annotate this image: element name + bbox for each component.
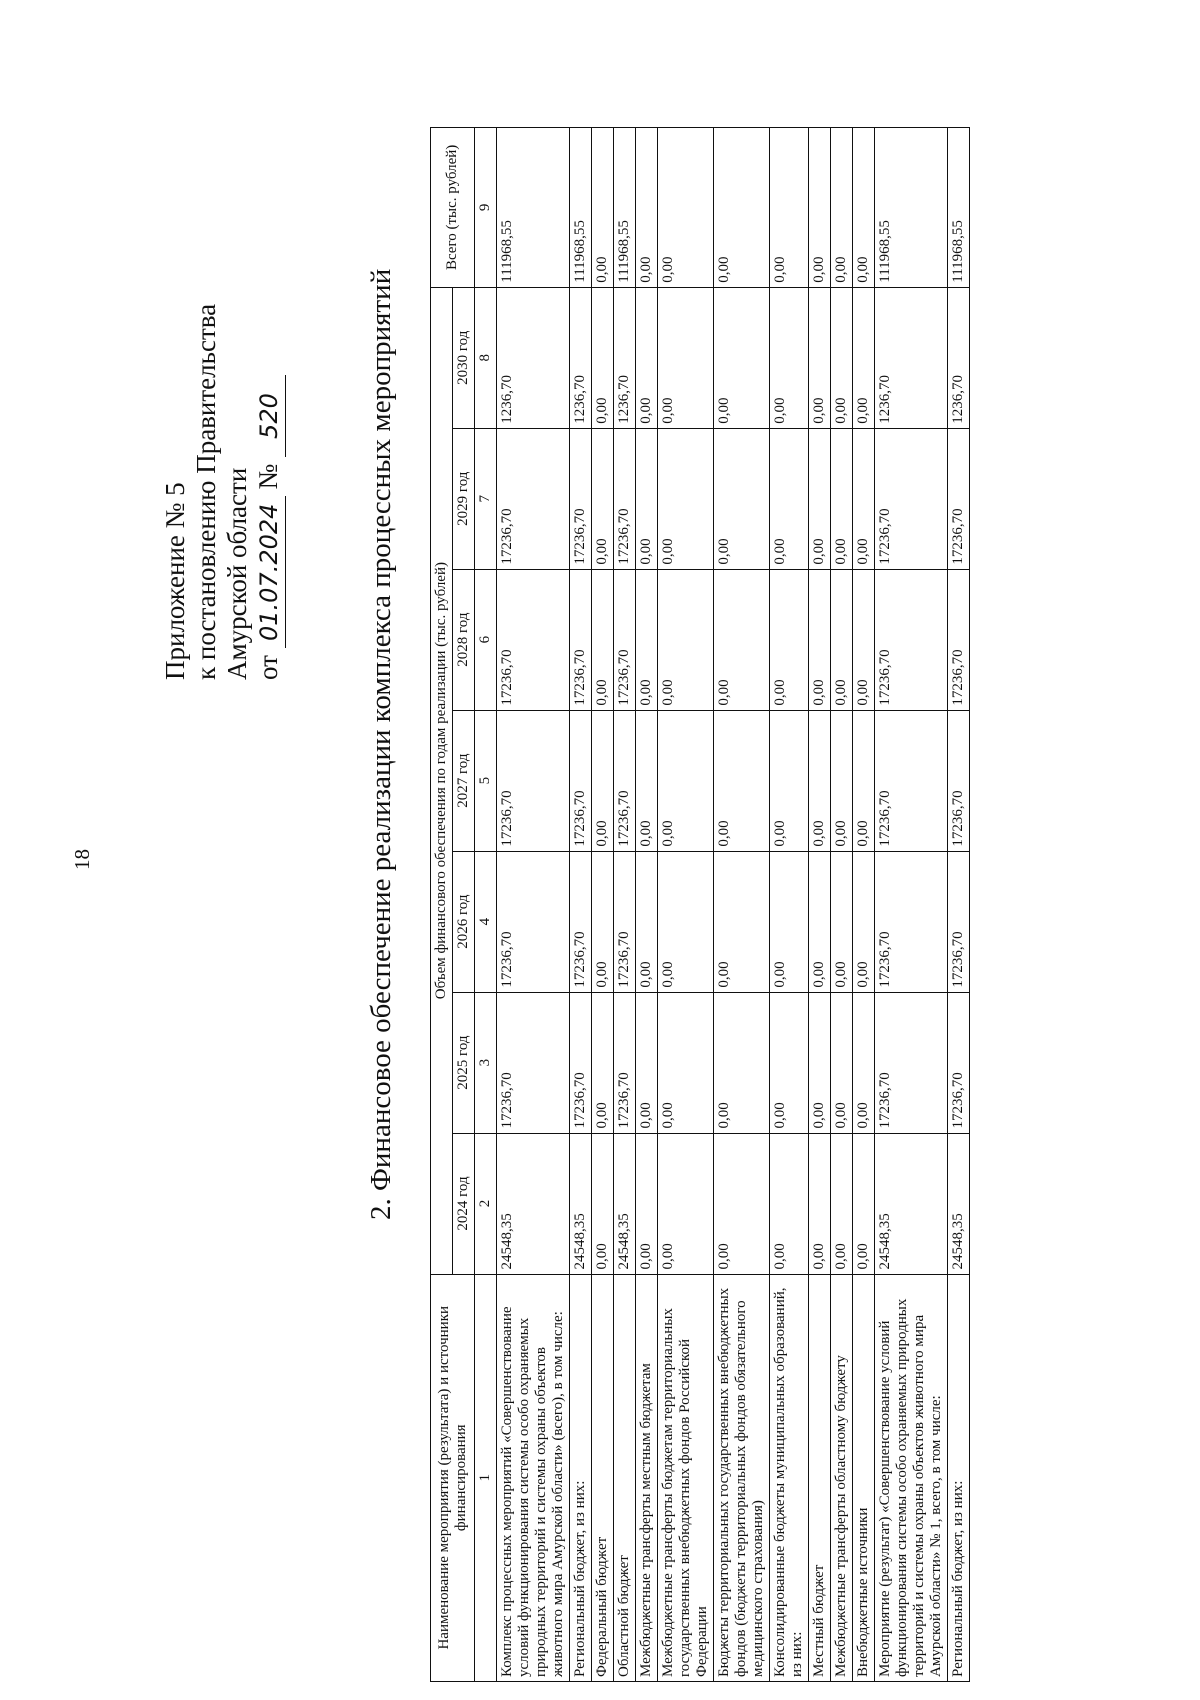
row-value-cell: 0,00 [592, 287, 614, 428]
appendix-line-2: к постановлению Правительства [191, 303, 221, 680]
row-value-cell: 17236,70 [875, 710, 948, 851]
row-value-cell: 1236,70 [497, 287, 570, 428]
row-value-cell: 111968,55 [614, 128, 636, 288]
row-value-cell: 0,00 [831, 710, 853, 851]
table-row [658, 128, 714, 1682]
handwritten-date: 01.07.2024 [254, 496, 286, 648]
row-name-cell: Межбюджетные трансферты местным бюджетам [636, 1274, 658, 1681]
header-year: 2028 год [453, 569, 475, 710]
row-name-cell: Бюджеты территориальных государственных внебюджетных фондов (бюджеты территориальных фондов обязательного медицинского страхования) [714, 1274, 770, 1681]
row-value-cell: 0,00 [809, 1133, 831, 1274]
header-year: 2027 год [453, 710, 475, 851]
row-value-cell: 17236,70 [614, 851, 636, 992]
row-value-cell: 24548,35 [614, 1133, 636, 1274]
row-value-cell: 24548,35 [948, 1133, 970, 1274]
header-year: 2029 год [453, 428, 475, 569]
table-row [875, 128, 948, 1682]
row-value-cell: 0,00 [853, 992, 875, 1133]
row-value-cell: 0,00 [809, 428, 831, 569]
row-value-cell: 0,00 [636, 710, 658, 851]
row-value-cell: 0,00 [636, 287, 658, 428]
row-value-cell: 0,00 [831, 569, 853, 710]
header-year: 2030 год [453, 287, 475, 428]
row-value-cell: 0,00 [809, 992, 831, 1133]
row-value-cell: 0,00 [658, 428, 714, 569]
row-value-cell: 0,00 [853, 1133, 875, 1274]
row-value-cell: 0,00 [770, 128, 809, 288]
row-name-cell: Региональный бюджет, из них: [570, 1274, 592, 1681]
row-value-cell: 0,00 [714, 1133, 770, 1274]
row-name-cell: Консолидированные бюджеты муниципальных образований, из них: [770, 1274, 809, 1681]
table-row [853, 128, 875, 1682]
row-value-cell: 17236,70 [875, 428, 948, 569]
row-value-cell: 0,00 [714, 428, 770, 569]
row-value-cell: 0,00 [853, 710, 875, 851]
row-value-cell: 17236,70 [948, 569, 970, 710]
row-value-cell: 0,00 [770, 287, 809, 428]
row-value-cell: 17236,70 [614, 428, 636, 569]
row-value-cell: 17236,70 [497, 851, 570, 992]
row-value-cell: 17236,70 [570, 428, 592, 569]
number-prefix: № [253, 463, 283, 490]
row-value-cell: 17236,70 [570, 851, 592, 992]
row-value-cell: 0,00 [636, 128, 658, 288]
section-title: 2. Финансовое обеспечение реализации комплекса процессных мероприятий [365, 268, 397, 1220]
row-value-cell: 0,00 [770, 428, 809, 569]
row-value-cell: 24548,35 [570, 1133, 592, 1274]
financing-table [430, 127, 970, 1682]
column-index-cell: 9 [475, 128, 497, 288]
row-value-cell: 17236,70 [875, 992, 948, 1133]
row-value-cell: 0,00 [658, 128, 714, 288]
handwritten-number: 520 [254, 375, 286, 457]
row-value-cell: 0,00 [853, 428, 875, 569]
row-name-cell: Межбюджетные трансферты бюджетам территориальных государственных внебюджетных фондов Российской Федерации [658, 1274, 714, 1681]
row-value-cell: 0,00 [809, 128, 831, 288]
row-value-cell: 0,00 [658, 569, 714, 710]
row-value-cell: 1236,70 [570, 287, 592, 428]
row-value-cell: 0,00 [770, 569, 809, 710]
row-value-cell: 17236,70 [570, 992, 592, 1133]
appendix-date-line [253, 304, 286, 680]
row-value-cell: 111968,55 [570, 128, 592, 288]
row-value-cell: 111968,55 [497, 128, 570, 288]
row-value-cell: 0,00 [636, 569, 658, 710]
row-value-cell: 0,00 [809, 851, 831, 992]
header-year: 2024 год [453, 1133, 475, 1274]
row-value-cell: 17236,70 [497, 992, 570, 1133]
row-value-cell: 0,00 [853, 569, 875, 710]
row-value-cell: 0,00 [636, 428, 658, 569]
row-value-cell: 0,00 [853, 851, 875, 992]
row-value-cell: 0,00 [592, 851, 614, 992]
table-row [714, 128, 770, 1682]
table-body [497, 128, 970, 1682]
row-value-cell: 0,00 [636, 851, 658, 992]
header-total: Всего (тыс. рублей) [431, 128, 475, 288]
row-value-cell: 0,00 [658, 1133, 714, 1274]
row-value-cell: 17236,70 [570, 569, 592, 710]
row-value-cell: 17236,70 [948, 851, 970, 992]
row-value-cell: 1236,70 [614, 287, 636, 428]
row-value-cell: 0,00 [770, 992, 809, 1133]
header-year: 2026 год [453, 851, 475, 992]
row-value-cell: 0,00 [636, 992, 658, 1133]
row-value-cell: 0,00 [658, 851, 714, 992]
row-value-cell: 0,00 [592, 569, 614, 710]
row-value-cell: 1236,70 [875, 287, 948, 428]
row-value-cell: 17236,70 [570, 710, 592, 851]
row-value-cell: 17236,70 [948, 428, 970, 569]
column-index-cell: 1 [475, 1274, 497, 1681]
row-value-cell: 0,00 [714, 851, 770, 992]
row-value-cell: 0,00 [714, 287, 770, 428]
row-value-cell: 17236,70 [497, 710, 570, 851]
column-index-cell: 2 [475, 1133, 497, 1274]
row-name-cell: Областной бюджет [614, 1274, 636, 1681]
row-value-cell: 0,00 [770, 710, 809, 851]
row-value-cell: 17236,70 [875, 569, 948, 710]
row-value-cell: 0,00 [809, 710, 831, 851]
column-index-cell: 8 [475, 287, 497, 428]
row-value-cell: 0,00 [714, 569, 770, 710]
appendix-line-3: Амурской области [222, 467, 252, 680]
row-value-cell: 0,00 [658, 992, 714, 1133]
row-value-cell: 0,00 [809, 287, 831, 428]
row-name-cell: Мероприятие (результат) «Совершенствование условий функционирования системы особо охраняемых природных территорий и системы охраны объектов животного мира Амурской области» № 1, всего, в том числе: [875, 1274, 948, 1681]
row-value-cell: 24548,35 [497, 1133, 570, 1274]
row-value-cell: 0,00 [592, 1133, 614, 1274]
column-index-cell: 3 [475, 992, 497, 1133]
row-value-cell: 0,00 [592, 710, 614, 851]
row-value-cell: 24548,35 [875, 1133, 948, 1274]
table-row [831, 128, 853, 1682]
row-value-cell: 0,00 [853, 128, 875, 288]
row-value-cell: 111968,55 [875, 128, 948, 288]
date-prefix: от [253, 655, 283, 680]
column-index-cell: 6 [475, 569, 497, 710]
row-value-cell: 0,00 [658, 287, 714, 428]
row-name-cell: Комплекс процессных мероприятий «Совершенствование условий функционирования системы особо охраняемых природных территорий и системы охраны объектов животного мира Амурской области» (всего), в том числе: [497, 1274, 570, 1681]
row-value-cell: 17236,70 [948, 992, 970, 1133]
row-value-cell: 17236,70 [497, 569, 570, 710]
row-value-cell: 0,00 [831, 287, 853, 428]
row-value-cell: 17236,70 [875, 851, 948, 992]
header-year: 2025 год [453, 992, 475, 1133]
row-value-cell: 0,00 [831, 992, 853, 1133]
row-value-cell: 0,00 [714, 992, 770, 1133]
row-value-cell: 0,00 [809, 569, 831, 710]
header-volume: Объем финансового обеспечения по годам реализации (тыс. рублей) [431, 287, 453, 1274]
row-value-cell: 1236,70 [948, 287, 970, 428]
row-value-cell: 111968,55 [948, 128, 970, 288]
row-value-cell: 17236,70 [614, 569, 636, 710]
table-row [614, 128, 636, 1682]
row-value-cell: 0,00 [853, 287, 875, 428]
row-name-cell: Межбюджетные трансферты областному бюджету [831, 1274, 853, 1681]
row-value-cell: 17236,70 [614, 710, 636, 851]
row-value-cell: 0,00 [831, 428, 853, 569]
appendix-block [160, 304, 286, 680]
table-row [592, 128, 614, 1682]
row-name-cell: Внебюджетные источники [853, 1274, 875, 1681]
header-row-1 [431, 128, 453, 1682]
row-value-cell: 0,00 [658, 710, 714, 851]
column-index-cell: 7 [475, 428, 497, 569]
column-index-cell: 4 [475, 851, 497, 992]
row-value-cell: 0,00 [592, 428, 614, 569]
row-name-cell: Региональный бюджет, из них: [948, 1274, 970, 1681]
appendix-line-1: Приложение № 5 [160, 482, 190, 680]
column-index-cell: 5 [475, 710, 497, 851]
row-name-cell: Федеральный бюджет [592, 1274, 614, 1681]
row-name-cell: Местный бюджет [809, 1274, 831, 1681]
row-value-cell: 0,00 [592, 128, 614, 288]
column-index-row [475, 128, 497, 1682]
table-row [497, 128, 570, 1682]
table-row [948, 128, 970, 1682]
page-number: 18 [70, 849, 94, 870]
row-value-cell: 0,00 [831, 1133, 853, 1274]
table-row [809, 128, 831, 1682]
row-value-cell: 0,00 [592, 992, 614, 1133]
header-name: Наименование мероприятия (результата) и источники финансирования [431, 1274, 475, 1681]
row-value-cell: 0,00 [714, 710, 770, 851]
row-value-cell: 0,00 [770, 851, 809, 992]
row-value-cell: 0,00 [770, 1133, 809, 1274]
row-value-cell: 0,00 [831, 851, 853, 992]
row-value-cell: 0,00 [714, 128, 770, 288]
table-row [636, 128, 658, 1682]
table-row [770, 128, 809, 1682]
row-value-cell: 0,00 [636, 1133, 658, 1274]
row-value-cell: 17236,70 [497, 428, 570, 569]
row-value-cell: 17236,70 [948, 710, 970, 851]
table-row [570, 128, 592, 1682]
row-value-cell: 17236,70 [614, 992, 636, 1133]
row-value-cell: 0,00 [831, 128, 853, 288]
